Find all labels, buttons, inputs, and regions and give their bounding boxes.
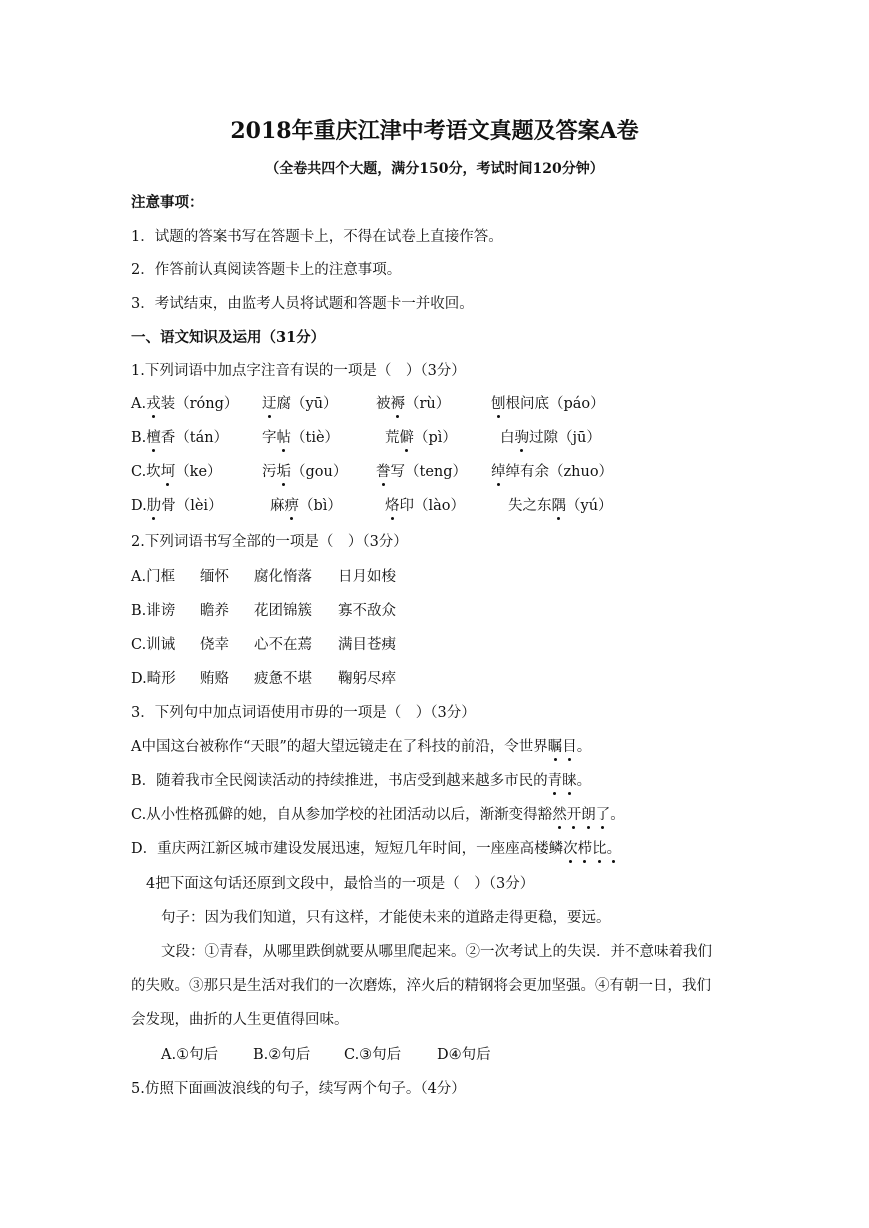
q1-option-row bbox=[0, 427, 869, 449]
document-title: 2018年重庆江津中考语文真题及答案A卷 bbox=[230, 118, 639, 144]
q1-word: 绰绰有余（zhuo） bbox=[491, 461, 613, 483]
q2-stem: 2.下列词语书写全部的一项是（ ）（3分） bbox=[131, 534, 408, 550]
emphasis-dot-char: 然 bbox=[552, 804, 567, 826]
emphasis-dot-char: 痹 bbox=[285, 495, 300, 517]
q4-option: A.①句后 bbox=[161, 1047, 219, 1063]
emphasis-dot-char: 迂 bbox=[262, 393, 277, 415]
q4-paragraph-line: 的失败。③那只是生活对我们的一次磨炼，淬火后的精钢将会更加坚强。④有朝一日，我们 bbox=[131, 978, 711, 994]
q1-word: 白驹过隙（jū） bbox=[500, 427, 601, 449]
q2-word: 心不在蔫 bbox=[254, 637, 312, 653]
emphasis-dot-char: 青 bbox=[548, 770, 563, 792]
emphasis-dot-char: 肋 bbox=[147, 495, 162, 517]
emphasis-dot-char: 垢 bbox=[277, 461, 292, 483]
emphasis-dot-char: 誊 bbox=[376, 461, 391, 483]
q2-option-row bbox=[0, 634, 869, 656]
q1-word: 麻痹（bì） bbox=[270, 495, 342, 517]
q2-word: 贿赂 bbox=[200, 671, 229, 687]
q2-word: 缅怀 bbox=[200, 569, 229, 585]
q1-word: C.坎坷（ke） bbox=[131, 461, 222, 483]
q2-word: 侥幸 bbox=[200, 637, 229, 653]
emphasis-dot-char: 开 bbox=[567, 804, 582, 826]
q2-word: 满目苍痍 bbox=[338, 637, 396, 653]
notice-item: 2．作答前认真阅读答题卡上的注意事项。 bbox=[131, 262, 402, 278]
emphasis-dot-char: 戎 bbox=[146, 393, 161, 415]
q2-word: 寡不敌众 bbox=[338, 603, 396, 619]
q2-option-row bbox=[0, 668, 869, 690]
q1-option-row bbox=[0, 461, 869, 483]
q4-option: C.③句后 bbox=[344, 1047, 402, 1063]
q4-paragraph-line: 会发现，曲折的人生更值得回味。 bbox=[131, 1012, 349, 1028]
q1-word: 迂腐（yū） bbox=[262, 393, 338, 415]
emphasis-dot-char: 次 bbox=[563, 838, 578, 860]
q4-sentence: 句子：因为我们知道，只有这样，才能使未来的道路走得更稳，要远。 bbox=[161, 910, 611, 926]
emphasis-dot-char: 睐 bbox=[562, 770, 577, 792]
emphasis-dot-char: 。 bbox=[607, 838, 622, 860]
emphasis-dot-char: 僻 bbox=[400, 427, 415, 449]
q1-stem: 1.下列词语中加点字注音有误的一项是（ ）（3分） bbox=[131, 363, 466, 379]
q2-word: 鞠躬尽瘁 bbox=[338, 671, 396, 687]
q3-option-c: C.从小性格孤僻的她，自从参加学校的社团活动以后，渐渐变得豁然开朗了。 bbox=[131, 804, 869, 826]
q1-word: A.戎装（róng） bbox=[131, 393, 238, 415]
q2-word: 花团锦簇 bbox=[254, 603, 312, 619]
emphasis-dot-char: 帖 bbox=[277, 427, 292, 449]
emphasis-dot-char: 绰 bbox=[491, 461, 506, 483]
q2-word: C.训诫 bbox=[131, 637, 176, 653]
q1-option-row bbox=[0, 393, 869, 415]
notice-heading: 注意事项： bbox=[131, 194, 204, 211]
emphasis-dot-char: 瞩 bbox=[548, 736, 563, 758]
q2-word: 腐化惰落 bbox=[254, 569, 312, 585]
q2-word: 日月如梭 bbox=[338, 569, 396, 585]
q5-stem: 5.仿照下面画波浪线的句子，续写两个句子。（4分） bbox=[131, 1081, 466, 1097]
q1-option-row bbox=[0, 495, 869, 517]
emphasis-dot-char: 褥 bbox=[391, 393, 406, 415]
q3-option-a: A中国这台被称作“天眼”的超大望远镜走在了科技的前沿，令世界瞩目。 bbox=[131, 736, 869, 758]
q2-option-row bbox=[0, 566, 869, 588]
q3-option-b: B．随着我市全民阅读活动的持续推进，书店受到越来越多市民的青睐。 bbox=[131, 770, 869, 792]
q1-word: 荒僻（pì） bbox=[385, 427, 457, 449]
q2-word: 疲惫不堪 bbox=[254, 671, 312, 687]
notice-item: 1．试题的答案书写在答题卡上，不得在试卷上直接作答。 bbox=[131, 229, 503, 245]
emphasis-dot-char: 刨 bbox=[491, 393, 506, 415]
q4-paragraph-line: 文段：①青春，从哪里跌倒就要从哪里爬起来。②一次考试上的失误．并不意味着我们 bbox=[161, 944, 712, 960]
q1-word: 刨根问底（páo） bbox=[491, 393, 605, 415]
emphasis-dot-char: 了 bbox=[596, 804, 611, 826]
emphasis-dot-char: 目 bbox=[562, 736, 577, 758]
q2-option-row bbox=[0, 600, 869, 622]
emphasis-dot-char: 朗 bbox=[581, 804, 596, 826]
q1-word: B.檀香（tán） bbox=[131, 427, 228, 449]
emphasis-dot-char: 栉 bbox=[578, 838, 593, 860]
q1-word: 污垢（gou） bbox=[262, 461, 347, 483]
q4-stem: 4把下面这句话还原到文段中，最恰当的一项是（ ）（3分） bbox=[146, 876, 535, 892]
q2-word: D.畸形 bbox=[131, 671, 176, 687]
q2-word: 瞻养 bbox=[200, 603, 229, 619]
emphasis-dot-char: 檀 bbox=[146, 427, 161, 449]
emphasis-dot-char: 烙 bbox=[385, 495, 400, 517]
q1-word: 字帖（tiè） bbox=[262, 427, 339, 449]
emphasis-dot-char: 坷 bbox=[161, 461, 176, 483]
q3-stem: 3．下列句中加点词语使用市毋的一项是（ ）（3分） bbox=[131, 705, 476, 721]
q2-word: B.诽谤 bbox=[131, 603, 176, 619]
q1-word: D.肋骨（lèi） bbox=[131, 495, 223, 517]
q4-option: D④句后 bbox=[437, 1047, 491, 1063]
q4-option: B.②句后 bbox=[253, 1047, 311, 1063]
emphasis-dot-char: 驹 bbox=[515, 427, 530, 449]
section-heading: 一、语文知识及运用（31分） bbox=[131, 329, 326, 346]
q3-option-d: D．重庆两江新区城市建设发展迅速，短短几年时间，一座座高楼鳞次栉比。 bbox=[131, 838, 869, 860]
q1-word: 誊写（teng） bbox=[376, 461, 467, 483]
q1-word: 失之东隅（yú） bbox=[508, 495, 613, 517]
q2-word: A.门框 bbox=[131, 569, 176, 585]
document-subtitle: （全卷共四个大题，满分150分，考试时间120分钟） bbox=[265, 161, 604, 177]
emphasis-dot-char: 比 bbox=[592, 838, 607, 860]
q4-options-row bbox=[0, 1044, 869, 1066]
q1-word: 烙印（lào） bbox=[385, 495, 465, 517]
emphasis-dot-char: 隅 bbox=[552, 495, 567, 517]
notice-item: 3．考试结束，由监考人员将试题和答题卡一并收回。 bbox=[131, 296, 474, 312]
q1-word: 被褥（rù） bbox=[376, 393, 450, 415]
